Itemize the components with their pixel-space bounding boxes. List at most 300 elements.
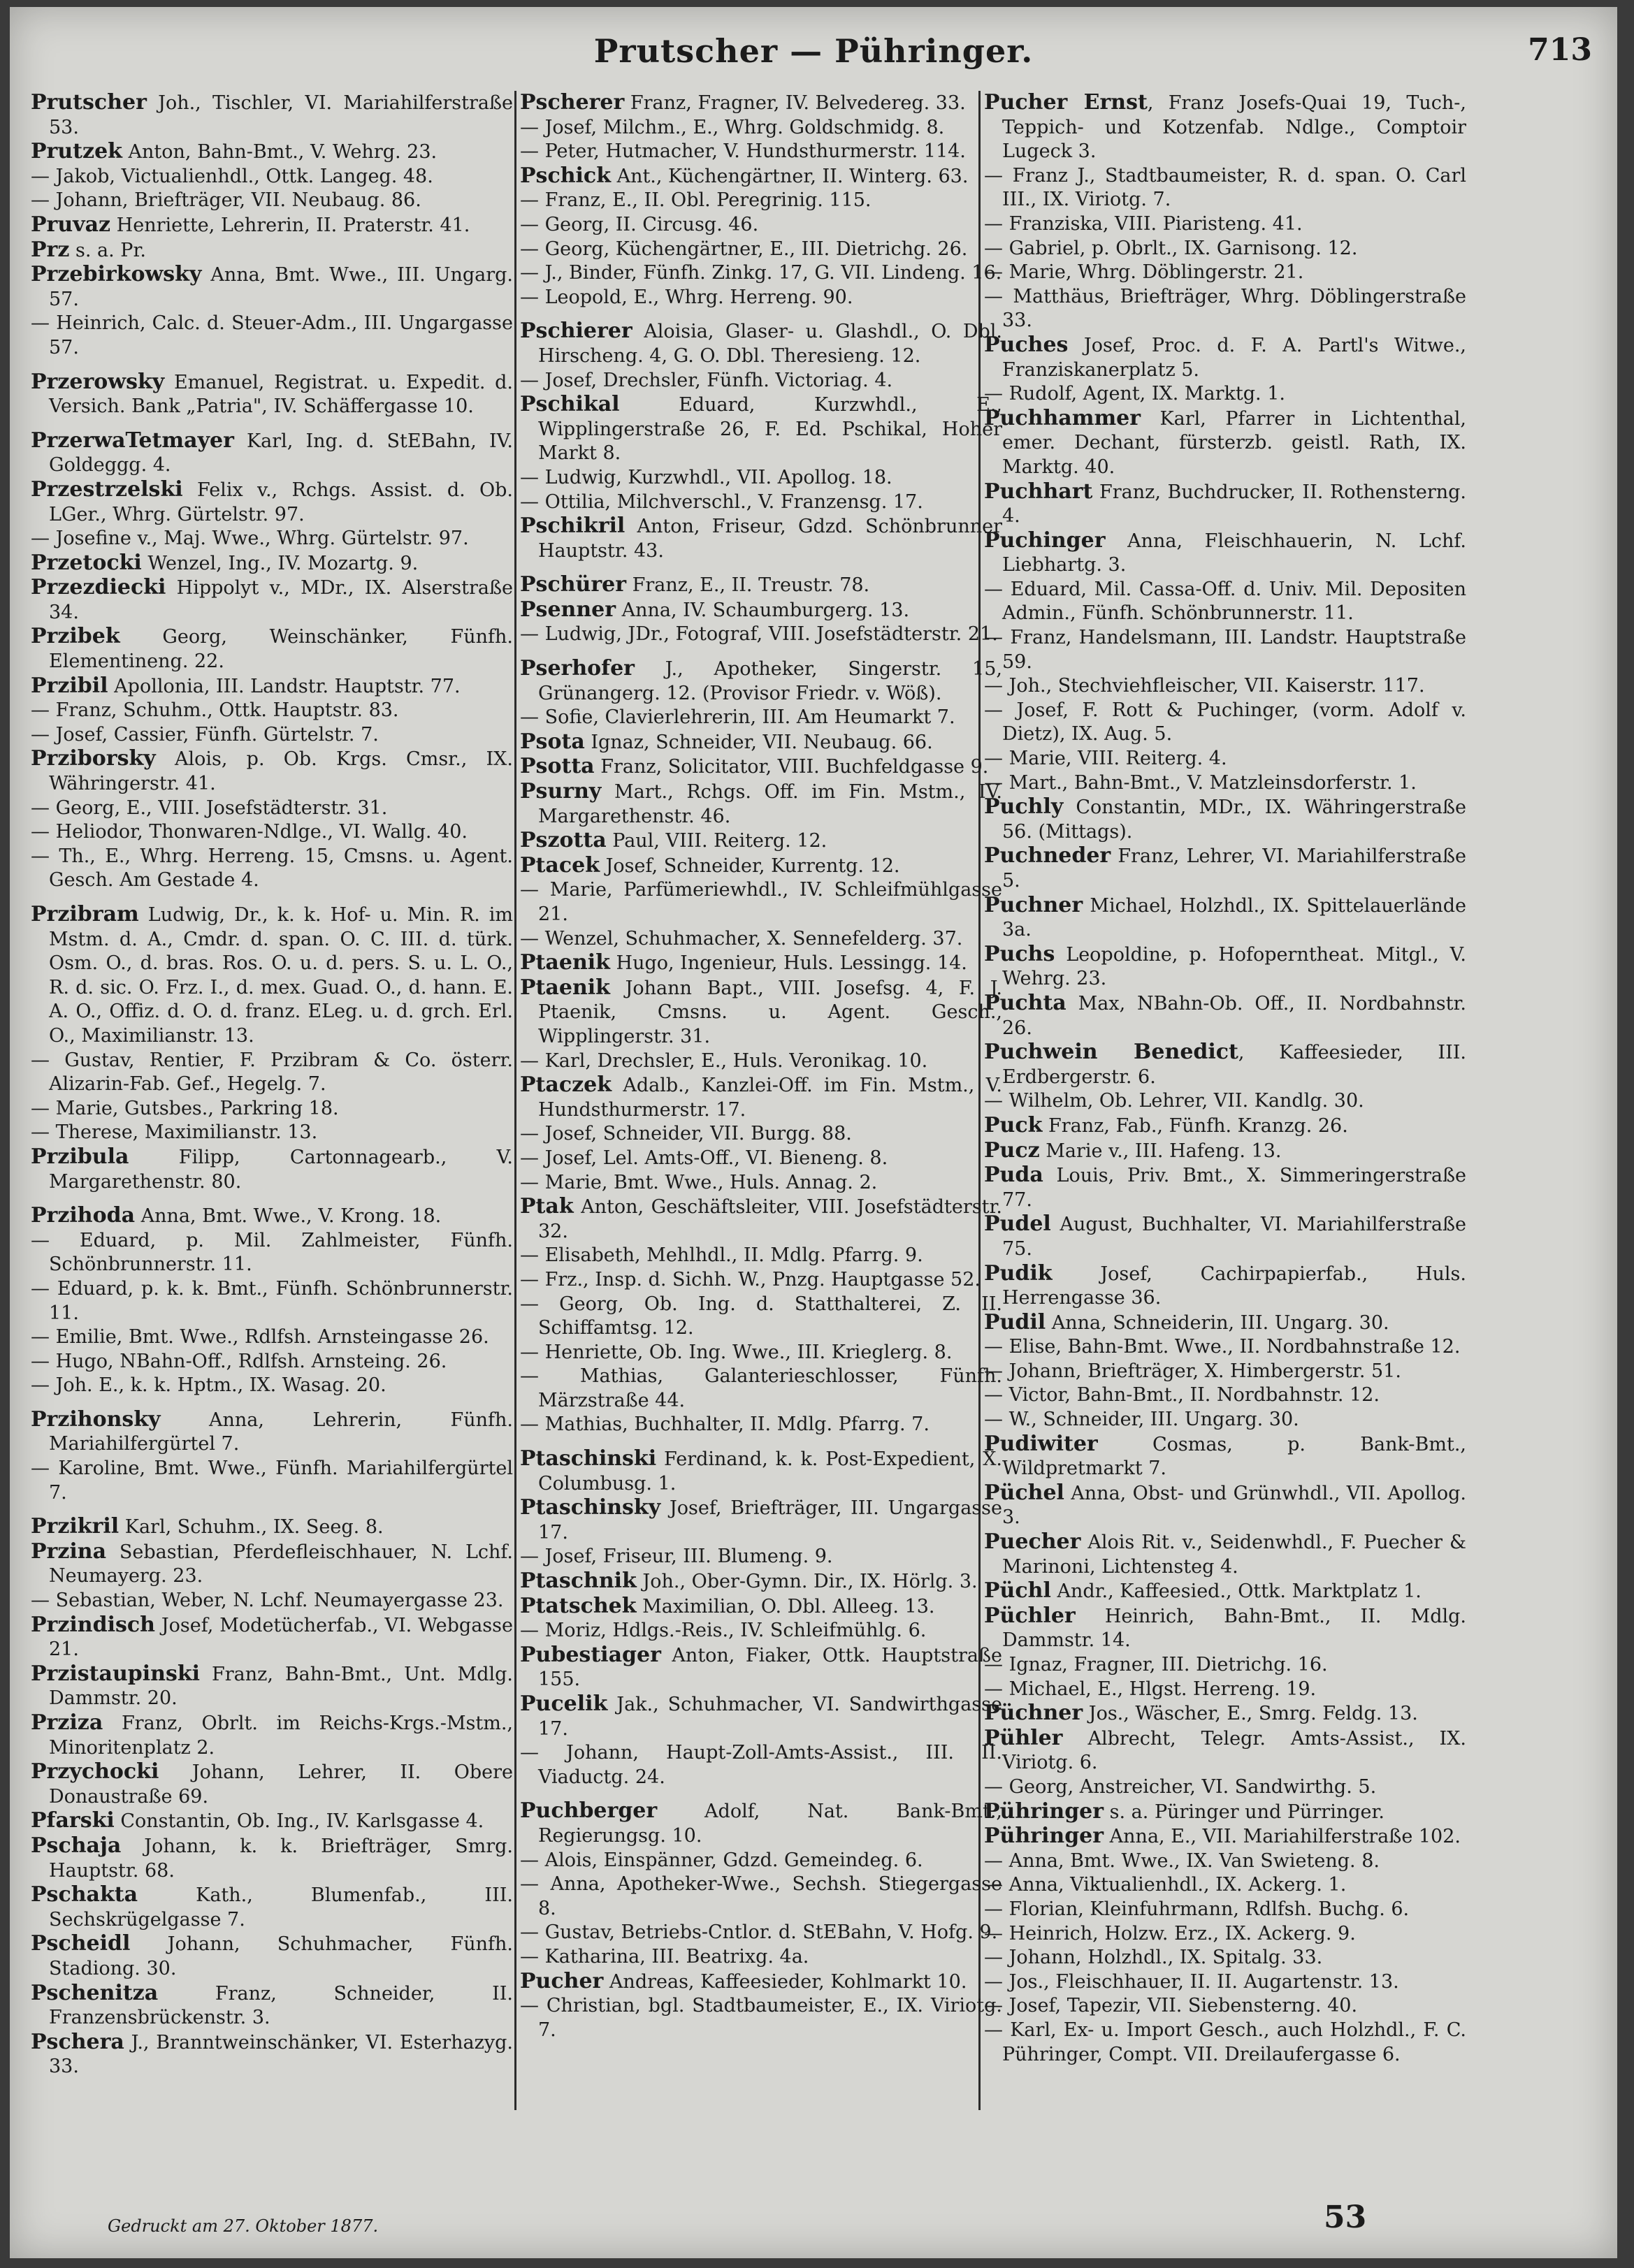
entry-surname: Pschikal [520, 392, 620, 417]
column-divider [514, 91, 516, 2110]
entry-details: — Johann, Briefträger, X. Himbergerstr. 51. [984, 1360, 1401, 1382]
directory-entry [31, 263, 513, 312]
column-1 [31, 91, 513, 2103]
directory-entry [31, 1121, 513, 1145]
entry-details: — Josef, Lel. Amts-Off., VI. Bieneng. 8. [520, 1147, 888, 1169]
directory-entry [520, 393, 1002, 466]
entry-details: — J., Binder, Fünfh. Zinkg. 17, G. VII. Lindeng. 16. [520, 262, 1002, 284]
entry-details: — Eduard, p. k. k. Bmt., Fünfh. Schönbrunnerstr. 11. [31, 1277, 513, 1324]
entry-details: Kath., Blumenfab., III. Sechskrügelgasse 7. [49, 1884, 513, 1931]
entry-surname: Pscherer [520, 91, 625, 115]
entry-details: Anton, Friseur, Gdzd. Schönbrunner Hauptstr. 43. [538, 516, 1002, 562]
directory-entry [520, 319, 1002, 368]
directory-entry [984, 164, 1466, 212]
entry-details: Hugo, Ingenieur, Huls. Lessingg. 14. [609, 952, 967, 975]
directory-entry [31, 1932, 513, 1981]
entry-details: — Peter, Hutmacher, V. Hundsthurmerstr. 114. [520, 140, 966, 163]
directory-entry [984, 1335, 1466, 1360]
entry-surname: Pszotta [520, 828, 607, 853]
entry-surname: Puda [984, 1163, 1043, 1188]
directory-entry [31, 551, 513, 576]
entry-details: Karl, Ing. d. StEBahn, IV. Goldeggg. 4. [49, 430, 513, 477]
directory-entry [984, 1824, 1466, 1849]
entry-details: Anna, Lehrerin, Fünfh. Mariahilfergürtel 7. [49, 1409, 513, 1455]
directory-page [10, 7, 1617, 2258]
directory-entry [31, 1374, 513, 1398]
entry-surname: Püchner [984, 1701, 1083, 1726]
directory-entry [520, 1049, 1002, 1074]
entry-details: — Marie, VIII. Reiterg. 4. [984, 748, 1227, 770]
directory-entry [31, 674, 513, 699]
entry-details: — Franz, E., II. Obl. Peregrinig. 115. [520, 189, 872, 212]
directory-entry [31, 429, 513, 478]
entry-details: — Georg, Ob. Ing. d. Statthalterei, Z. II. Schiffamtsg. 12. [520, 1293, 1002, 1339]
directory-entry [520, 1594, 1002, 1620]
entry-details: , Kaffeesieder, III. Erdbergerstr. 6. [1002, 1042, 1466, 1088]
entry-details: — Josef, Schneider, VII. Burgg. 88. [520, 1123, 852, 1145]
directory-entry [520, 1147, 1002, 1171]
directory-entry [31, 1515, 513, 1540]
entry-surname: Pschera [31, 2029, 124, 2054]
directory-entry [520, 1268, 1002, 1293]
entry-details: — Joh. E., k. k. Hptm., IX. Wasag. 20. [31, 1374, 386, 1397]
directory-entry [984, 407, 1466, 480]
entry-details: — Josefine v., Maj. Wwe., Whrg. Gürtelstr. 97. [31, 528, 469, 550]
entry-details: Josef, Proc. d. F. A. Partl's Witwe., Franziskanerplatz 5. [1002, 334, 1466, 381]
directory-entry [31, 1613, 513, 1662]
entry-surname: Puchta [984, 990, 1067, 1015]
entry-details: Alois Rit. v., Seidenwhdl., F. Puecher & Marinoni, Lichtensteg 4. [1002, 1532, 1466, 1578]
directory-entry [520, 189, 1002, 213]
directory-entry [31, 903, 513, 1049]
entry-surname: Pudil [984, 1309, 1046, 1335]
entry-surname: Pschick [520, 163, 611, 188]
directory-entry [31, 1204, 513, 1229]
entry-details: Felix v., Rchgs. Assist. d. Ob. LGer., Whrg. Gürtelstr. 97. [49, 479, 513, 525]
directory-entry [31, 238, 513, 263]
entry-details: — Gustav, Rentier, F. Przibram & Co. österr. Alizarin-Fab. Gef., Hegelg. 7. [31, 1049, 513, 1096]
entry-surname: Psotta [520, 754, 595, 779]
directory-entry [520, 1293, 1002, 1341]
entry-details: — Wenzel, Schuhmacher, X. Sennefelderg. 37. [520, 927, 963, 950]
entry-details: Josef, Cachirpapierfab., Huls. Herrengasse 36. [1002, 1263, 1466, 1309]
directory-entry [31, 576, 513, 625]
entry-surname: Przestrzelski [31, 477, 183, 502]
entry-details: Anna, E., VII. Mariahilferstraße 102. [1104, 1826, 1461, 1848]
entry-details: Johann Bapt., VIII. Josefsg. 4, F. J. Ptaenik, Cmsns. u. Agent. Gesch., Wipplingerstr. 31. [538, 977, 1002, 1047]
directory-entry [520, 261, 1002, 286]
entry-details: J., Branntweinschänker, VI. Esterhazyg. 33. [49, 2031, 513, 2078]
entry-details: , Franz Josefs-Quai 19, Tuch-, Teppich- und Kotzenfab. Ndlge., Comptoir Lugeck 3. [1002, 92, 1466, 163]
entry-surname: Prziborsky [31, 746, 156, 771]
entry-details: Hippolyt v., MDr., IX. Alserstraße 34. [49, 577, 513, 623]
directory-entry [31, 478, 513, 527]
entry-details: Max, NBahn-Ob. Off., II. Nordbahnstr. 26. [1002, 992, 1466, 1039]
directory-entry [984, 1849, 1466, 1874]
entry-details: Franz, Fragner, IV. Belvedereg. 33. [624, 92, 966, 114]
entry-details: — Marie, Gutsbes., Parkring 18. [31, 1097, 339, 1119]
entry-details: — Heinrich, Holzw. Erz., IX. Ackerg. 9. [984, 1922, 1356, 1944]
directory-entry [31, 699, 513, 723]
directory-entry [984, 1383, 1466, 1408]
entry-details: — Franziska, VIII. Piaristeng. 41. [984, 212, 1303, 235]
entry-surname: Przikril [31, 1514, 120, 1539]
entry-details: Ant., Küchengärtner, II. Winterg. 63. [610, 165, 969, 187]
directory-entry [520, 598, 1002, 623]
entry-surname: Pucher Ernst [984, 91, 1148, 115]
entry-details: — Heliodor, Thonwaren-Ndlge., VI. Wallg. 40. [31, 821, 468, 843]
directory-entry [31, 723, 513, 748]
entry-surname: Przina [31, 1539, 107, 1564]
directory-entry [984, 991, 1466, 1040]
directory-entry [984, 771, 1466, 796]
directory-entry [520, 466, 1002, 490]
directory-entry [984, 1481, 1466, 1530]
entry-surname: Pserhofer [520, 656, 635, 681]
entry-details: — Eduard, p. Mil. Zahlmeister, Fünfh. Schönbrunnerstr. 11. [31, 1229, 513, 1276]
entry-surname: Puchs [984, 941, 1055, 966]
entry-details: — Matthäus, Briefträger, Whrg. Döblingerstraße 33. [984, 285, 1466, 332]
entry-details: Sebastian, Pferdefleischhauer, N. Lchf. Neumayerg. 23. [49, 1541, 513, 1587]
entry-surname: Pschikril [520, 514, 626, 539]
directory-entry [984, 1800, 1466, 1825]
directory-entry [984, 747, 1466, 771]
entry-surname: Ptaczek [520, 1073, 612, 1098]
entry-surname: Prz [31, 237, 70, 262]
entry-surname: Przibil [31, 673, 108, 698]
directory-entry [984, 1163, 1466, 1212]
directory-entry [31, 213, 513, 238]
directory-entry [31, 1325, 513, 1350]
entry-details: — Henriette, Ob. Ing. Wwe., III. Krieglerg. 8. [520, 1341, 953, 1363]
entry-details: — Florian, Kleinfuhrmann, Rdlfsh. Buchg. 6. [984, 1898, 1410, 1920]
directory-entry [520, 286, 1002, 310]
entry-details: — Georg, Küchengärtner, E., III. Dietrichg. 26. [520, 238, 968, 260]
entry-surname: Przibram [31, 902, 139, 926]
entry-details: — Josef, Drechsler, Fünfh. Victoriag. 4. [520, 369, 893, 391]
entry-surname: Puck [984, 1112, 1043, 1137]
entry-surname: Ptaschinsky [520, 1495, 661, 1520]
directory-entry [520, 116, 1002, 140]
entry-details: Georg, Weinschänker, Fünfh. Elementineng. 22. [49, 626, 513, 673]
directory-entry [31, 91, 513, 140]
directory-entry [984, 529, 1466, 578]
entry-details: — Emilie, Bmt. Wwe., Rdlfsh. Arnsteingasse 26. [31, 1326, 489, 1349]
directory-entry [31, 312, 513, 360]
directory-entry [520, 706, 1002, 730]
entry-details: Josef, Modetücherfab., VI. Webgasse 21. [49, 1614, 513, 1661]
entry-details: — Marie, Whrg. Döblingerstr. 21. [984, 261, 1304, 284]
directory-entry [31, 140, 513, 165]
directory-entry [984, 1678, 1466, 1702]
directory-entry [520, 573, 1002, 598]
entry-details: — Hugo, NBahn-Off., Rdlfsh. Arnsteing. 26. [31, 1350, 447, 1372]
directory-entry [31, 1834, 513, 1883]
entry-surname: Puchinger [984, 528, 1106, 553]
entry-details: Constantin, MDr., IX. Währingerstraße 56. (Mittags). [1002, 797, 1466, 843]
entry-surname: Puchberger [520, 1798, 658, 1824]
directory-entry [31, 1457, 513, 1505]
entry-details: Heinrich, Bahn-Bmt., II. Mdlg. Dammstr. 14. [1002, 1605, 1466, 1652]
entry-details: — Anna, Bmt. Wwe., IX. Van Swieteng. 8. [984, 1849, 1380, 1872]
entry-details: Anna, Obst- und Grünwhdl., VII. Apollog. 3. [1002, 1482, 1466, 1529]
entry-surname: Prziza [31, 1710, 103, 1735]
directory-entry [520, 1413, 1002, 1437]
entry-details: August, Buchhalter, VI. Mariahilferstraße 75. [1002, 1214, 1466, 1260]
entry-details: Anna, Bmt. Wwe., V. Krong. 18. [135, 1205, 442, 1228]
entry-details: — Elise, Bahn-Bmt. Wwe., II. Nordbahnstraße 12. [984, 1336, 1461, 1358]
entry-surname: Prutscher [31, 91, 147, 115]
directory-entry [520, 1945, 1002, 1970]
entry-details: — Ignaz, Fragner, III. Dietrichg. 16. [984, 1654, 1328, 1675]
entry-details: — Alois, Einspänner, Gdzd. Gemeindeg. 6. [520, 1849, 923, 1871]
directory-entry [520, 1921, 1002, 1945]
directory-entry [31, 625, 513, 674]
entry-details: Ignaz, Schneider, VII. Neubaug. 66. [584, 731, 933, 753]
directory-entry [31, 1809, 513, 1834]
entry-details: — Johann, Haupt-Zoll-Amts-Assist., III. II. Viaductg. 24. [520, 1742, 1002, 1788]
directory-entry [520, 1569, 1002, 1594]
entry-details: Joh., Tischler, VI. Mariahilferstraße 53. [49, 92, 513, 138]
directory-entry [984, 1701, 1466, 1727]
entry-details: Emanuel, Registrat. u. Expedit. d. Versich. Bank „Patria", IV. Schäffergasse 10. [49, 371, 513, 418]
directory-entry [520, 1849, 1002, 1873]
directory-entry [984, 1873, 1466, 1898]
directory-entry [520, 238, 1002, 262]
directory-entry [520, 829, 1002, 854]
directory-entry [984, 1579, 1466, 1604]
entry-details: — Moriz, Hdlgs.-Reis., IV. Schleifmühlg. 6. [520, 1620, 927, 1642]
directory-entry [984, 382, 1466, 407]
entry-details: Anton, Fiaker, Ottk. Hauptstraße 155. [538, 1644, 1002, 1691]
entry-details: — Josef, Milchm., E., Whrg. Goldschmidg. 8. [520, 116, 945, 138]
entry-details: — Mathias, Galanterieschlosser, Fünfh. Märzstraße 44. [520, 1365, 1002, 1411]
entry-surname: PrzerwaTetmayer [31, 428, 234, 453]
entry-surname: Püchl [984, 1578, 1051, 1604]
entry-surname: Puchhammer [984, 405, 1141, 430]
directory-entry [520, 1643, 1002, 1692]
entry-details: — Victor, Bahn-Bmt., II. Nordbahnstr. 12. [984, 1384, 1380, 1406]
entry-surname: Pschaja [31, 1833, 122, 1858]
entry-surname: Puchwein Benedict [984, 1040, 1238, 1065]
directory-entry [520, 91, 1002, 116]
directory-entry [520, 927, 1002, 952]
directory-entry [520, 369, 1002, 393]
entry-details: — Georg, Anstreicher, VI. Sandwirthg. 5. [984, 1775, 1377, 1798]
directory-entry [31, 797, 513, 821]
directory-entry [31, 1408, 513, 1457]
entry-surname: Puchner [984, 892, 1083, 917]
entry-surname: Psota [520, 729, 585, 754]
entry-details: — Christian, bgl. Stadtbaumeister, E., IX. Viriotg. 7. [520, 1995, 1002, 2041]
directory-entry [520, 755, 1002, 780]
entry-details: — Ludwig, Kurzwhdl., VII. Apollog. 18. [520, 466, 892, 488]
directory-entry [984, 1139, 1466, 1164]
page-number: 713 [1528, 32, 1592, 68]
directory-entry [520, 490, 1002, 515]
entry-details: Franz, Buchdrucker, II. Rothensterng. 4. [1002, 481, 1466, 528]
entry-details: — Josef, Cassier, Fünfh. Gürtelstr. 7. [31, 723, 379, 746]
entry-details: Paul, VIII. Reiterg. 12. [606, 830, 827, 852]
entry-details: Franz, Bahn-Bmt., Unt. Mdlg. Dammstr. 20. [49, 1663, 513, 1710]
entry-details: Josef, Briefträger, III. Ungargasse 17. [538, 1497, 1002, 1543]
entry-details: Filipp, Cartonnagearb., V. Margarethenstr. 80. [49, 1146, 513, 1193]
column-3 [984, 91, 1466, 2103]
entry-details: Andreas, Kaffeesieder, Kohlmarkt 10. [603, 1970, 967, 1993]
entry-surname: Ptaenik [520, 975, 610, 1000]
directory-entry [984, 1089, 1466, 1114]
entry-details: Franz, E., II. Treustr. 78. [626, 574, 870, 597]
directory-entry [520, 1741, 1002, 1789]
entry-details: — Franz J., Stadtbaumeister, R. d. span. O. Carl III., IX. Viriotg. 7. [984, 164, 1466, 211]
entry-surname: Przistaupinski [31, 1661, 201, 1686]
entry-details: Henriette, Lehrerin, II. Praterstr. 41. [110, 214, 470, 236]
entry-details: — Heinrich, Calc. d. Steuer-Adm., III. Ungargasse 57. [31, 312, 513, 358]
entry-details: s. a. Püringer und Pürringer. [1104, 1801, 1385, 1823]
entry-surname: Pschierer [520, 319, 632, 344]
directory-entry [984, 1040, 1466, 1089]
directory-entry [31, 189, 513, 213]
entry-details: Wenzel, Ing., IV. Mozartg. 9. [141, 552, 419, 574]
entry-details: — Johann, Holzhdl., IX. Spitalg. 33. [984, 1947, 1323, 1969]
entry-details: Albrecht, Telegr. Amts-Assist., IX. Viriotg. 6. [1002, 1727, 1466, 1774]
entry-surname: Ptaenik [520, 950, 610, 975]
entry-surname: Ptacek [520, 852, 600, 878]
directory-entry [984, 1775, 1466, 1800]
entry-details: Anna, IV. Schaumburgerg. 13. [616, 599, 910, 621]
directory-entry [520, 1122, 1002, 1147]
directory-entry [984, 674, 1466, 699]
directory-entry [984, 1360, 1466, 1384]
entry-details: — Anna, Apotheker-Wwe., Sechsh. Stiegergasse 8. [520, 1873, 1002, 1919]
entry-details: Josef, Schneider, Kurrentg. 12. [600, 855, 900, 877]
entry-surname: Przezdiecki [31, 575, 166, 600]
directory-entry [984, 844, 1466, 893]
directory-entry [520, 730, 1002, 755]
entry-surname: Przerowsky [31, 369, 165, 394]
directory-entry [984, 2019, 1466, 2067]
print-date: Gedruckt am 27. Oktober 1877. [108, 2216, 379, 2236]
entry-details: s. a. Pr. [69, 239, 146, 261]
page-title: Prutscher — Pühringer. [593, 32, 1034, 70]
directory-entry [31, 1883, 513, 1932]
entry-surname: Prutzek [31, 139, 122, 164]
entry-surname: Pucz [984, 1137, 1040, 1163]
entry-details: — Marie, Bmt. Wwe., Huls. Annag. 2. [520, 1171, 878, 1193]
entry-details: Constantin, Ob. Ing., IV. Karlsgasse 4. [114, 1810, 484, 1833]
directory-entry [984, 1898, 1466, 1922]
entry-details: Karl, Schuhm., IX. Seeg. 8. [119, 1516, 384, 1539]
entry-details: Aloisia, Glaser- u. Glashdl., O. Dbl. Hirscheng. 4, G. O. Dbl. Theresieng. 12. [538, 321, 1002, 367]
entry-details: Franz, Schneider, II. Franzensbrückenstr. 3. [49, 1982, 513, 2029]
directory-entry [31, 527, 513, 551]
directory-entry [31, 1277, 513, 1325]
directory-entry [520, 1365, 1002, 1413]
entry-surname: Pscheidl [31, 1931, 131, 1956]
directory-entry [31, 820, 513, 845]
directory-entry [520, 213, 1002, 238]
entry-details: J., Apotheker, Singerstr. 15, Grünangerg. 12. (Provisor Friedr. v. Wöß). [538, 658, 1002, 704]
entry-details: Franz, Solicitator, VIII. Buchfeldgasse 9. [594, 756, 989, 778]
directory-entry [31, 1982, 513, 2030]
entry-details: — Therese, Maximilianstr. 13. [31, 1121, 318, 1144]
entry-details: — Gustav, Betriebs-Cntlor. d. StEBahn, V. Hofg. 9. [520, 1921, 998, 1944]
entry-surname: Pucelik [520, 1692, 608, 1716]
entry-surname: Psurny [520, 779, 602, 804]
directory-entry [984, 1922, 1466, 1947]
entry-details: Anton, Bahn-Bmt., V. Wehrg. 23. [122, 141, 438, 163]
entry-details: — Jakob, Victualienhdl., Ottk. Langeg. 48. [31, 165, 433, 187]
column-2 [520, 91, 1002, 2103]
entry-details: — Georg, II. Circusg. 46. [520, 213, 759, 235]
entry-surname: Przibula [31, 1144, 129, 1169]
entry-surname: Pschürer [520, 572, 627, 597]
entry-surname: Pschakta [31, 1882, 138, 1907]
directory-entry [984, 212, 1466, 237]
entry-details: — Elisabeth, Mehlhdl., II. Mdlg. Pfarrg. 9. [520, 1244, 923, 1267]
directory-entry [984, 943, 1466, 991]
entry-surname: Puches [984, 332, 1069, 357]
entry-details: Franz, Fab., Fünfh. Kranzg. 26. [1042, 1114, 1348, 1137]
entry-details: Johann, Lehrer, II. Obere Donaustraße 69. [49, 1761, 513, 1808]
directory-entry [520, 1545, 1002, 1569]
entry-surname: Psenner [520, 597, 616, 622]
directory-entry [31, 845, 513, 893]
entry-surname: Przebirkowsky [31, 262, 202, 287]
entry-surname: Ptaschinski [520, 1446, 657, 1471]
directory-entry [984, 480, 1466, 529]
directory-entry [984, 795, 1466, 844]
directory-entry [520, 1619, 1002, 1643]
entry-details: Johann, k. k. Briefträger, Smrg. Hauptstr. 68. [49, 1835, 513, 1882]
entry-surname: Püchler [984, 1603, 1076, 1628]
entry-surname: Ptaschnik [520, 1569, 637, 1594]
directory-entry [31, 1229, 513, 1277]
directory-entry [520, 854, 1002, 879]
entry-details: — Sofie, Clavierlehrerin, III. Am Heumarkt 7. [520, 706, 955, 729]
entry-details: — Marie, Parfümeriewhdl., IV. Schleifmühlgasse 21. [520, 879, 1002, 925]
entry-details: Adolf, Nat. Bank-Bmt., Regierungsg. 10. [538, 1801, 1002, 1847]
entry-surname: Przetocki [31, 550, 142, 575]
directory-entry [984, 1727, 1466, 1775]
directory-entry [984, 1653, 1466, 1678]
entry-surname: Przihoda [31, 1203, 136, 1228]
directory-entry [984, 333, 1466, 382]
directory-entry [984, 1262, 1466, 1311]
entry-details: Jak., Schuhmacher, VI. Sandwirthgasse 17. [538, 1694, 1002, 1740]
directory-entry [520, 1171, 1002, 1195]
directory-entry [984, 1212, 1466, 1261]
entry-details: Cosmas, p. Bank-Bmt., Wildpretmarkt 7. [1002, 1433, 1466, 1480]
entry-details: Ludwig, Dr., k. k. Hof- u. Min. R. im Mstm. d. A., Cmdr. d. span. O. C. III. d. türk. Osm. O., d. bras. Ros. O. u. d. pers. S. u. L. O., R. d. sic. O. Frz. I., d. mex. Guad. O., d. hann. E. A. O., Offiz. d. O. d. franz. ELeg. u. d. grch. Erl. O., Maximilianstr. 13. [49, 904, 513, 1047]
entry-details: — Ludwig, JDr., Fotograf, VIII. Josefstädterstr. 21. [520, 623, 998, 646]
directory-entry [520, 780, 1002, 829]
directory-entry [520, 623, 1002, 647]
entry-surname: Puchhart [984, 479, 1093, 504]
entry-details: Jos., Wäscher, E., Smrg. Feldg. 13. [1083, 1703, 1418, 1725]
directory-entry [520, 514, 1002, 563]
entry-details: — Josef, F. Rott & Puchinger, (vorm. Adolf v. Dietz), IX. Aug. 5. [984, 699, 1466, 746]
entry-details: Karl, Pfarrer in Lichtenthal, emer. Dechant, fürsterzb. geistl. Rath, IX. Marktg. 40. [1002, 407, 1466, 478]
directory-entry [984, 578, 1466, 626]
directory-entry [31, 370, 513, 419]
entry-details: Mart., Rchgs. Off. im Fin. Mstm., IV. Margarethenstr. 46. [538, 781, 1002, 827]
directory-entry [984, 1114, 1466, 1139]
directory-entry [520, 1195, 1002, 1244]
entry-details: Alois, p. Ob. Krgs. Cmsr., IX. Währingerstr. 41. [49, 748, 513, 795]
directory-entry [520, 878, 1002, 926]
entry-surname: Pubestiager [520, 1642, 661, 1667]
